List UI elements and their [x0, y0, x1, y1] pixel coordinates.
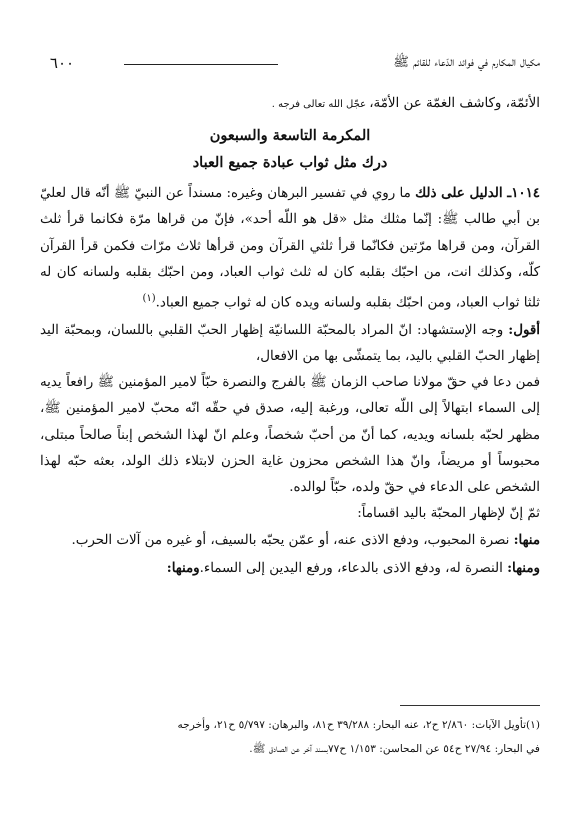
footnote-rule: [400, 705, 540, 706]
book-title: مكيال المكارم في فوائد الدّعاء للقائم ﷺ: [393, 55, 540, 70]
section-subtitle: درك مثل ثواب عبادة جميع العباد: [192, 154, 388, 172]
minha-text-1: نصرة المحبوب، ودفع الاذى عنه، أو عمّن يحبّه بالسيف، أو غيره من آلات الحرب.: [71, 533, 514, 549]
footnotes: [40, 713, 540, 761]
hadith-text: ما روي في تفسير البرهان وغيره: مسنداً عن النبيّ ﷺ أنّه قال لعليّ بن أبي طالب ﷺ: إنّما مثلك مثل «قل هو اللّه أحد»، فإنّ من قراها مرّة فكانما قرأ ثلث القرآن، ومن قراها مرّتين فكانّما قرأ ثلثي القرآن ومن قرأها ثلاث مرّات فكمن قرأ القرآن كلّه، وكذلك انت، من احبّك بقلبه كان له ثلث ثواب العباد، ومن احبّك بقلبه ولسانه كان له ثلثا ثواب العباد، ومن احبّك بقلبه ولسانه ويده كان له ثواب جميع العباد.: [40, 186, 540, 311]
honorific-text: عجّل الله تعالى فرجه .: [271, 99, 370, 110]
continued-line: [40, 91, 540, 118]
running-header: [38, 52, 540, 74]
section-title: المكرمة التاسعة والسبعون: [209, 127, 371, 145]
minha-label-3: ومنها:: [166, 559, 200, 576]
paragraph-aqulu: [40, 317, 540, 370]
page-number: ٦٠٠: [49, 54, 75, 72]
minha-label-2: ومنها:: [507, 559, 540, 576]
aqsam-text: ثمّ إنّ لإظهار المحبّة باليد اقساماً:: [357, 506, 540, 522]
minha-label-1: منها:: [513, 532, 540, 549]
continued-text: الأئمّة، وكاشف الغمّة عن الأمّة،: [369, 96, 540, 111]
aqulu-text: وجه الإستشهاد: انّ المراد بالمحبّة اللسانيّة إظهار الحبّ القلبي باللسان، وبمحبّة اليد إظهار الحبّ القلبي باليد، بما يتمشّى بها من الافعال،: [40, 322, 540, 364]
paragraph-1014: [40, 180, 540, 316]
main-text: [40, 91, 540, 582]
minha-text-2: النصرة له، ودفع الاذى بالدعاء، ورفع اليدين إلى السماء.: [199, 560, 508, 576]
paragraph-minha-2: [40, 555, 540, 582]
footnote-ref: (١): [142, 293, 156, 305]
header-rule: [124, 64, 278, 65]
hadith-number: ١٠١٤ـ الدليل على ذلك: [415, 185, 540, 202]
paragraph-dua: [40, 370, 540, 501]
paragraph-aqsam: [40, 501, 540, 527]
footnote-line-1: (١)تأويل الآيات: ٢/٨٦٠ ح٢، عنه البحار: ٣٩/٢٨٨ ح٨١، والبرهان: ٥/٧٩٧ ح٢١، وأخرجه: [177, 719, 540, 731]
dua-text: فمن دعا في حقّ مولانا صاحب الزمان ﷺ بالفرج والنصرة حبّاً لامير المؤمنين ﷺ رافعاً يديه إلى السماء ابتهالاً إلى اللّه تعالى، ورغبة إليه، صدق في حقّه انّه محبّ لامير المؤمنين ﷺ، مظهر لحبّه بلسانه ويديه، كما أنّ من أحبّ شخصاً، وعلم انّ لهذا الشخص إبناً صالحاً مبتلى، محبوساً أو مريضاً، وانّ هذا الشخص محزون غاية الحزن لابتلاء ذلك الولد، بعثه حبّه لهذا الشخص على الدعاء في حقّ ولده، حبّاً لوالده.: [40, 375, 540, 495]
footnote-line-2: في البحار: ٢٧/٩٤ ح٥٤ عن المحاسن: ١/١٥٣ ح٧٧بسند آخر عن الصادق ﷺ.: [249, 743, 540, 755]
aqulu-label: أقول:: [508, 321, 540, 338]
paragraph-minha-1: [40, 527, 540, 554]
